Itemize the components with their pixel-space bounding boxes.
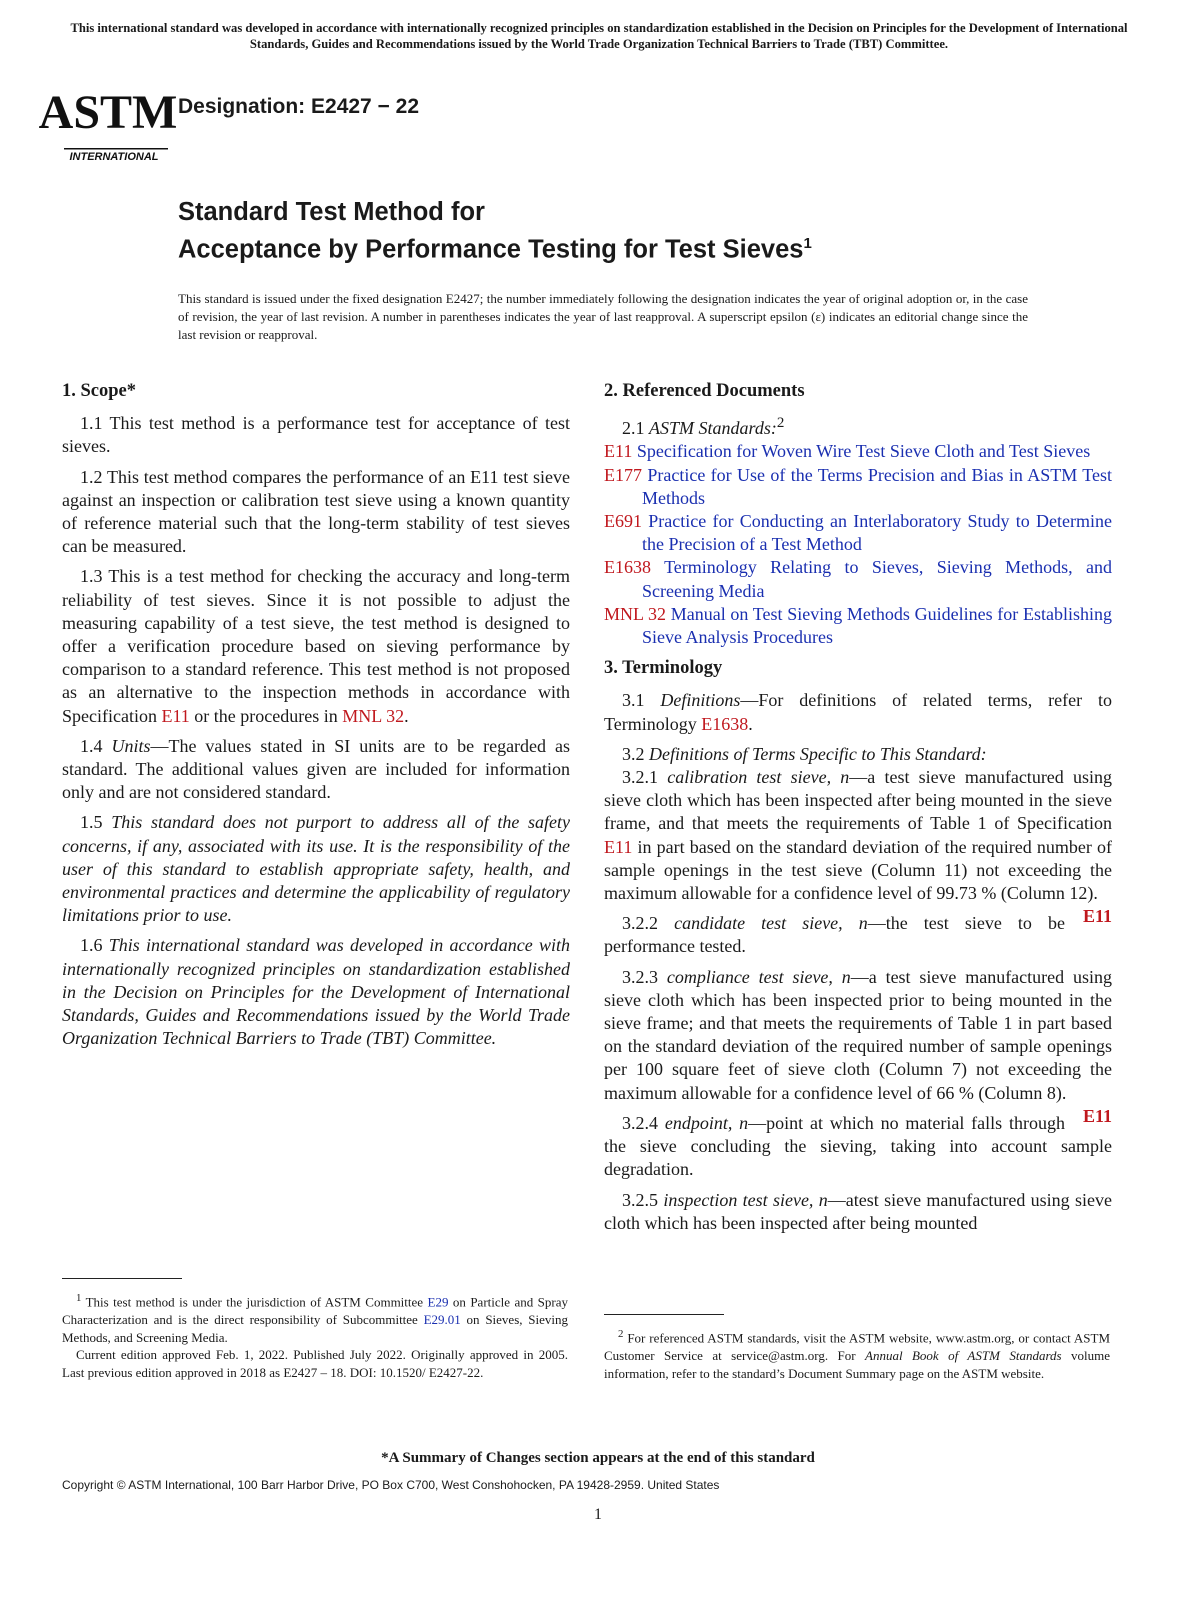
scope-heading: 1. Scope* bbox=[62, 381, 136, 401]
term-3-2-4: 3.2.4 endpoint, n—point at which no material falls through the sieve concluding the sieving, taking into account sample degradation. bbox=[604, 1112, 1112, 1180]
link-e11[interactable]: E11 bbox=[161, 705, 190, 726]
scope-1-5: 1.5 This standard does not purport to address all of the safety concerns, if any, associated with its use. It is the responsibility of the user of this standard to establish appropriate safety, health, and environmental practices and determine the applicability of regulatory limitations prior to use. bbox=[62, 812, 571, 926]
copyright: Copyright © ASTM International, 100 Barr Harbor Drive, PO Box C700, West Conshohocken, PA 19428-2959. United States bbox=[62, 1478, 720, 1492]
svg-text:ASTM: ASTM bbox=[38, 86, 178, 139]
end-ref-e11[interactable]: E11 bbox=[1082, 1105, 1112, 1126]
end-ref-e11[interactable]: E11 bbox=[1082, 906, 1112, 927]
title-footnote-marker: 1 bbox=[803, 235, 812, 252]
link-e29[interactable]: E29 bbox=[427, 1294, 449, 1310]
footnote-1: $^1$ This test method is under the jurisdiction of ASTM Committee E29 on Particle and Spray Characterization and is the direct responsibility of Subcommittee E29.01 on Sieves, Sieving Methods, and Screening Media. Current edition approved Feb. 1, 2022. Published July 2022. Originally approved in 2005. Last previous edition approved in 2018 as E2427 – 18. DOI: 10.1520/ E2427-22. bbox=[62, 1292, 568, 1380]
summary-of-changes-note: *A Summary of Changes section appears at the end of this standard bbox=[381, 1450, 815, 1466]
right-column bbox=[604, 376, 1112, 1242]
link-mnl32[interactable]: MNL 32 bbox=[342, 705, 405, 726]
preamble: This standard is issued under the fixed designation E2427; the number immediately following the designation indicates the year of original adoption or, in the case of revision, the year of last revision. A number in parentheses indicates the year of last reapproval. A superscript epsilon (ε) indicates an editorial change since the last revision or reapproval. bbox=[178, 291, 1028, 342]
svg-text:INTERNATIONAL: INTERNATIONAL bbox=[69, 151, 159, 163]
term-3-2-2: 3.2.2 candidate test sieve, n—the test sieve to be performance tested. bbox=[604, 913, 1065, 957]
ref-item-e1638[interactable]: E1638 Terminology Relating to Sieves, Sieving Methods, and Screening Media bbox=[604, 557, 1112, 601]
ref-item-mnl32[interactable]: MNL 32 Manual on Test Sieving Methods Guidelines for Establishing Sieve Analysis Procedures bbox=[604, 603, 1112, 648]
page-number: 1 bbox=[594, 1506, 602, 1523]
scope-1-6: 1.6 This international standard was developed in accordance with internationally recognized principles on standardization established in the Decision on Principles for the Development of International Standards, Guides and Recommendations issued by the World Trade Organization Technical Barriers to Trade (TBT) Committee. bbox=[62, 935, 570, 1049]
term-3-1: 3.1 Definitions—For definitions of related terms, refer to Terminology E1638. bbox=[604, 690, 1112, 734]
terminology-heading: 3. Terminology bbox=[604, 658, 723, 679]
ref-item-e691[interactable]: E691 Practice for Conducting an Interlaboratory Study to Determine the Precision of a Test Method bbox=[604, 511, 1112, 555]
term-3-2-5: 3.2.5 inspection test sieve, n—atest sieve manufactured using sieve cloth which has been inspected after being mounted bbox=[604, 1189, 1112, 1233]
term-3-2-3: 3.2.3 compliance test sieve, n—a test sieve manufactured using sieve cloth which has been inspected prior to being mounted in the sieve frame; and that meets the requirements of Table 1 in part based on the standard deviation of the required number of sample openings per 100 square feet of sieve cloth (Column 7) not exceeding the maximum allowable for a confidence level of 66 % (Column 8). E11 bbox=[604, 966, 1112, 1105]
term-3-2: 3.2 Definitions of Terms Specific to This Standard: bbox=[622, 743, 987, 764]
link-e11[interactable]: E11 bbox=[604, 836, 633, 857]
document-title bbox=[178, 196, 812, 266]
footnote-rule-left bbox=[62, 1278, 182, 1279]
top-notice: This international standard was developed in accordance with internationally recognized principles on standardization established in the Decision on Principles for the Development of International Standards, Guides and Recommendations issued by the World Trade Organization Technical Barriers to Trade (TBT) Committee. bbox=[70, 21, 1128, 51]
title-line-1: Standard Test Method for bbox=[178, 198, 485, 226]
footnote-rule-right bbox=[604, 1314, 724, 1315]
referenced-documents-heading: 2. Referenced Documents bbox=[604, 381, 805, 401]
footnote-2: $^2$ For referenced ASTM standards, visit the ASTM website, www.astm.org, or contact ASTM Customer Service at service@astm.org. For Annual Book of ASTM Standards volume information, refer to the standard’s Document Summary page on the ASTM website. bbox=[604, 1328, 1111, 1381]
link-e1638[interactable]: E1638 bbox=[701, 713, 749, 734]
scope-1-3: 1.3 This is a test method for checking the accuracy and long-term reliability of test sieves. Since it is not possible to adjust the measuring capability of a test sieve, the test method is designed to offer a verification procedure based on sieving performance by comparison to a standard reference. This test method is not proposed as an alternative to the inspection methods in accordance with Specification E11 or the procedures in MNL 32. bbox=[62, 566, 570, 726]
term-3-2-1: 3.2.1 calibration test sieve, n—a test sieve manufactured using sieve cloth which has been inspected after being mounted in the sieve frame, and that meets the requirements of Table 1 of Specification E11 in part based on the standard deviation of the required number of sample openings in the test sieve (Column 11) not exceeding the maximum allowable for a confidence level of 99.73 % (Column 12). E11 bbox=[604, 766, 1112, 905]
ref-item-e177[interactable]: E177 Practice for Use of the Terms Precision and Bias in ASTM Test Methods bbox=[604, 464, 1112, 508]
astm-standards-subheading: 2.1 ASTM Standards:$^2$ bbox=[622, 415, 785, 439]
astm-logo bbox=[38, 70, 178, 163]
left-column bbox=[62, 376, 570, 1057]
designation: Designation: E2427 − 22 bbox=[178, 95, 420, 118]
link-e29-01[interactable]: E29.01 bbox=[423, 1311, 461, 1327]
scope-1-4: 1.4 Units—The values stated in SI units are to be regarded as standard. The additional values given are included for information only and are not considered standard. bbox=[62, 735, 570, 803]
scope-1-2: 1.2 This test method compares the performance of an E11 test sieve against an inspection or calibration test sieve using a known quantity of reference material such that the long-term stability of test sieves can be measured. bbox=[62, 466, 570, 557]
scope-1-1: 1.1 This test method is a performance test for acceptance of test sieves. bbox=[62, 413, 570, 457]
ref-item-e11[interactable]: E11 Specification for Woven Wire Test Sieve Cloth and Test Sieves bbox=[604, 441, 1091, 462]
title-line-2: Acceptance by Performance Testing for Test Sieves$^1$ bbox=[178, 235, 812, 264]
